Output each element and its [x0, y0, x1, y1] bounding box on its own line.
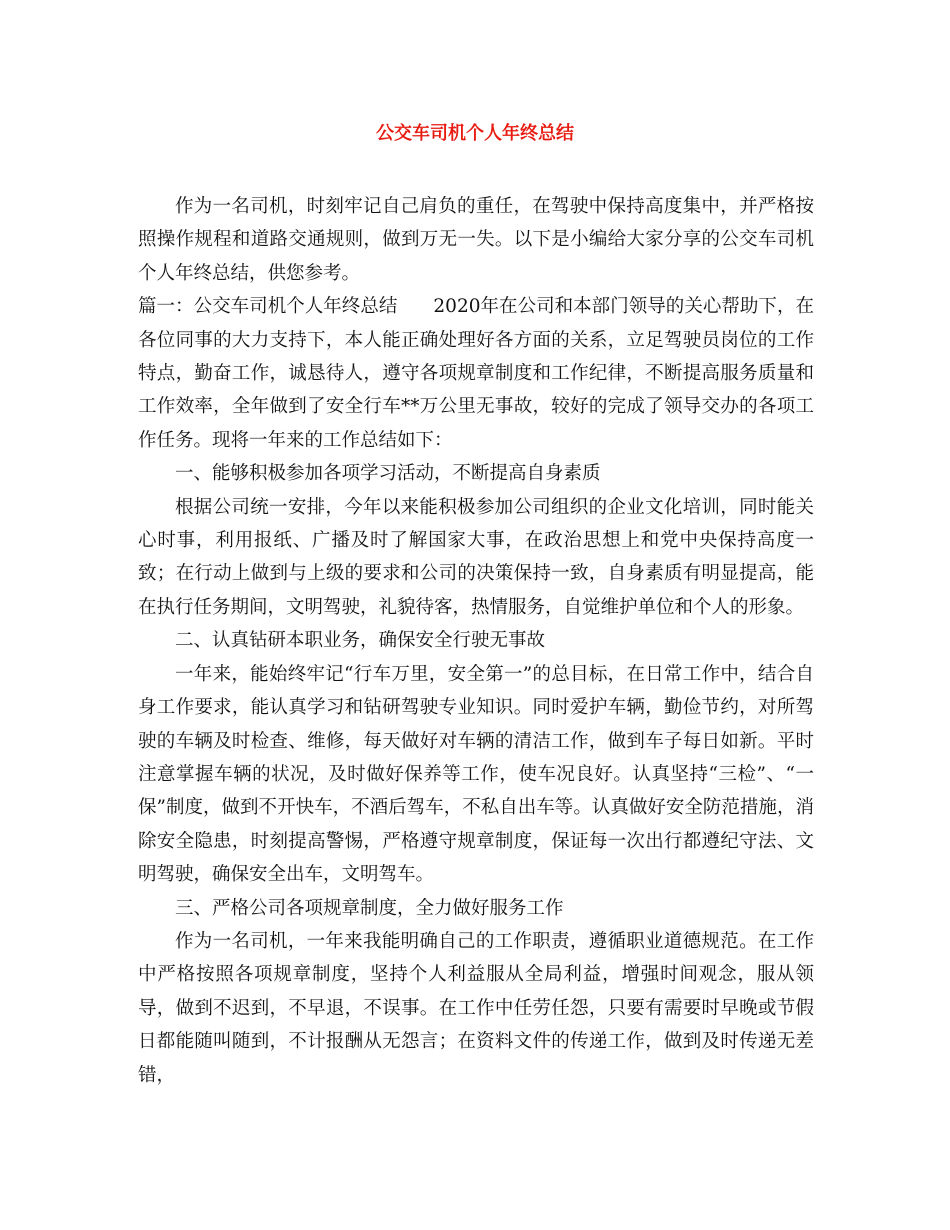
section-heading-1: 一、能够积极参加各项学习活动，不断提高自身素质 — [175, 463, 601, 485]
section-heading-3: 三、严格公司各项规章制度，全力做好服务工作 — [175, 897, 564, 919]
part-one-paragraph — [138, 290, 814, 457]
part-opening-text: 2020年在公司和本部门领导的关心帮助下，在各位同事的大力支持下，本人能正确处理好各方面的关系，立足驾驶员岗位的工作特点，勤奋工作，诚恳待人，遵守各项规章制度和工作纪律，不断提高服务质量和工作效率，全年做到了安全行车**万公里无事故，较好的完成了领导交办的各项工作任务。现将一年来的工作总结如下： — [138, 296, 814, 451]
document-title: 公交车司机个人年终总结 — [376, 123, 574, 144]
intro-paragraph: 作为一名司机，时刻牢记自己肩负的重任，在驾驶中保持高度集中，并严格按照操作规程和道路交通规则，做到万无一失。以下是小编给大家分享的公交车司机个人年终总结，供您参考。 — [138, 196, 814, 284]
section-body-3: 作为一名司机，一年来我能明确自己的工作职责，遵循职业道德规范。在工作中严格按照各项规章制度，坚持个人利益服从全局利益，增强时间观念，服从领导，做到不迟到，不早退，不误事。在工作中任劳任怨，只要有需要时早晚或节假日都能随叫随到，不计报酬从无怨言；在资料文件的传递工作，做到及时传递无差错， — [138, 930, 814, 1086]
section-body-2: 一年来，能始终牢记“行车万里，安全第一”的总目标，在日常工作中，结合自身工作要求，能认真学习和钻研驾驶专业知识。同时爱护车辆，勤俭节约，对所驾驶的车辆及时检查、维修，每天做好对车辆的清洁工作，做到车子每日如新。平时注意掌握车辆的状况，及时做好保养等工作，使车况良好。认真坚持“三检”、“一保”制度，做到不开快车，不酒后驾车，不私自出车等。认真做好安全防范措施，消除安全隐患，时刻提高警惕，严格遵守规章制度，保证每一次出行都遵纪守法、文明驾驶，确保安全出车，文明驾车。 — [138, 663, 814, 886]
document-body — [138, 190, 814, 1092]
section-body-1: 根据公司统一安排，今年以来能积极参加公司组织的企业文化培训，同时能关心时事，利用报纸、广播及时了解国家大事，在政治思想上和党中央保持高度一致；在行动上做到与上级的要求和公司的决策保持一致，自身素质有明显提高，能在执行任务期间，文明驾驶，礼貌待客，热情服务，自觉维护单位和个人的形象。 — [138, 496, 814, 618]
section-heading-2: 二、认真钻研本职业务，确保安全行驶无事故 — [175, 630, 546, 652]
part-label: 篇一：公交车司机个人年终总结 — [138, 296, 398, 318]
